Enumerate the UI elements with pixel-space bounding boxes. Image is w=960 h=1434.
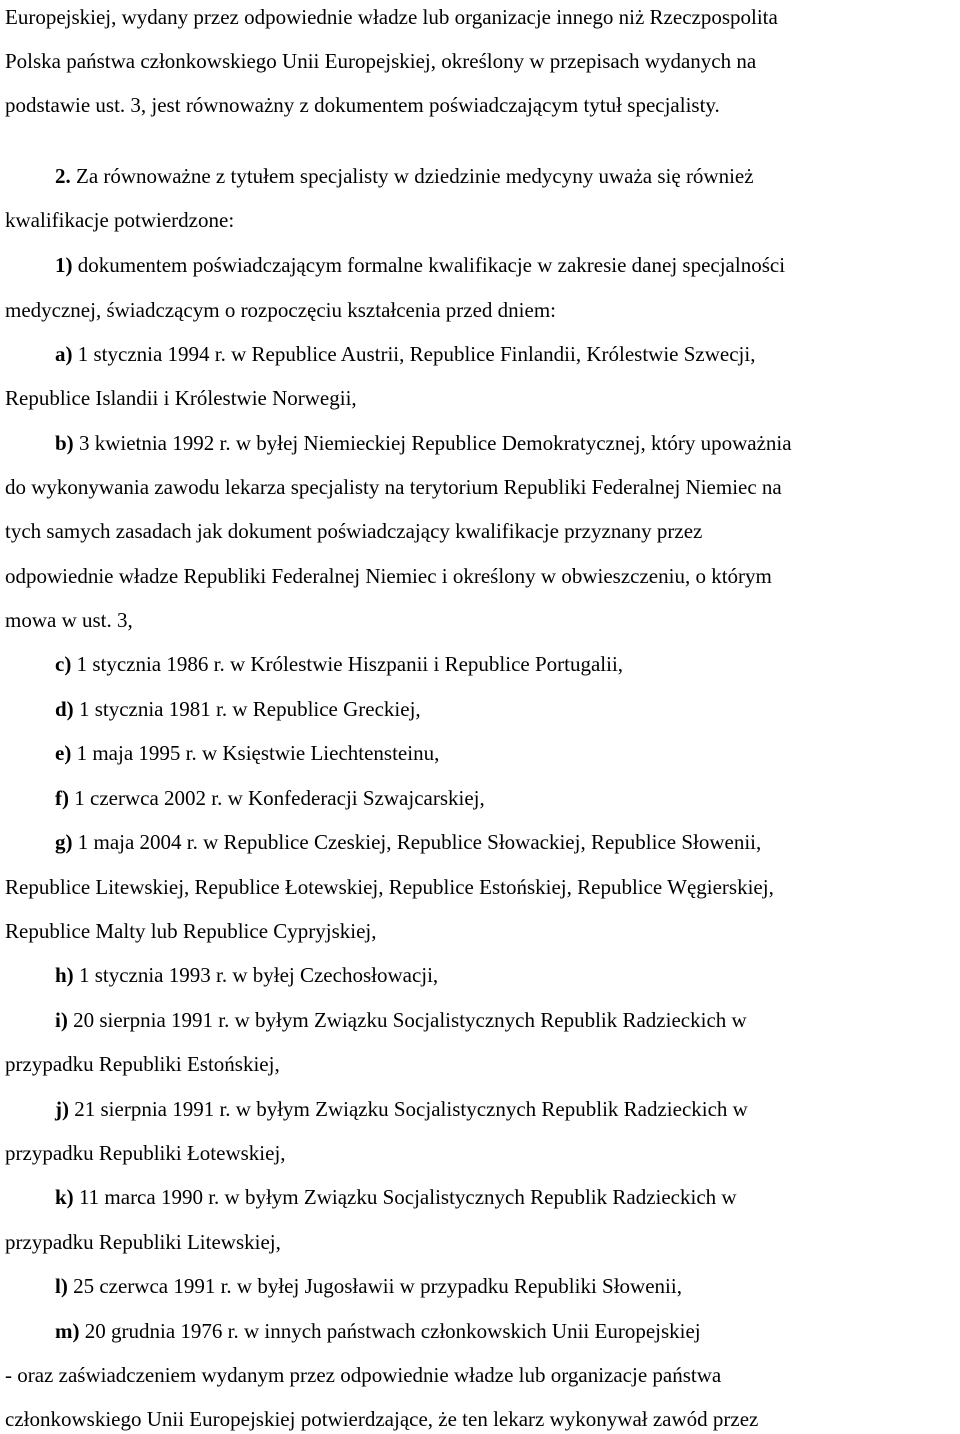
text-line: Republice Malty lub Republice Cypryjskiej, [5,919,377,943]
item-f-line [55,785,485,811]
line-text: dokumentem poświadczającym formalne kwalifikacje w zakresie danej specjalności [72,253,786,277]
text-line: do wykonywania zawodu lekarza specjalisty na terytorium Republiki Federalnej Niemiec na [5,475,782,499]
item-label: i) [55,1008,68,1032]
text-line: mowa w ust. 3, [5,608,133,632]
item-c-line [55,651,623,677]
text-line: Republice Islandii i Królestwie Norwegii, [5,386,357,410]
item-j-line [55,1096,748,1122]
item-label: c) [55,652,72,676]
item-i-line [55,1007,747,1033]
item-label: k) [55,1185,74,1209]
item-e-line [55,740,439,766]
item-a-line [55,341,755,367]
line-text: 1 maja 1995 r. w Księstwie Liechtensteinu, [71,741,440,765]
text-line: kwalifikacje potwierdzone: [5,208,235,232]
text-line: odpowiednie władze Republiki Federalnej Niemiec i określony w obwieszczeniu, o którym [5,564,772,588]
line-text: 11 marca 1990 r. w byłym Związku Socjalistycznych Republik Radzieckich w [73,1185,737,1209]
item-label: g) [55,830,73,854]
item-label: f) [55,786,69,810]
line-text: 3 kwietnia 1992 r. w byłej Niemieckiej Republice Demokratycznej, który upoważnia [73,431,792,455]
item-label: h) [55,963,74,987]
text-line: Polska państwa członkowskiego Unii Europejskiej, określony w przepisach wydanych na [5,49,757,73]
line-text: 21 sierpnia 1991 r. w byłym Związku Socjalistycznych Republik Radzieckich w [69,1097,748,1121]
text-line: przypadku Republiki Estońskiej, [5,1052,280,1076]
text-line: Europejskiej, wydany przez odpowiednie władze lub organizacje innego niż Rzeczpospolita [5,5,778,29]
item-label: m) [55,1319,80,1343]
item-label: d) [55,697,74,721]
line-text: 1 stycznia 1993 r. w byłej Czechosłowacji, [73,963,439,987]
line-text: 1 czerwca 2002 r. w Konfederacji Szwajcarskiej, [69,786,485,810]
item-label: e) [55,741,72,765]
point-label: 1) [55,253,73,277]
line-text: 20 grudnia 1976 r. w innych państwach członkowskich Unii Europejskiej [79,1319,701,1343]
line-text: 25 czerwca 1991 r. w byłej Jugosławii w przypadku Republiki Słowenii, [67,1274,682,1298]
paragraph-2-line [55,163,754,189]
item-g-line [55,829,761,855]
line-text: 1 stycznia 1994 r. w Republice Austrii, Republice Finlandii, Królestwie Szwecji, [72,342,756,366]
item-label: a) [55,342,73,366]
item-label: l) [55,1274,68,1298]
line-text: Za równoważne z tytułem specjalisty w dziedzinie medycyny uważa się również [70,164,754,188]
point-1-line [55,252,785,278]
text-line: tych samych zasadach jak dokument poświadczający kwalifikacje przyznany przez [5,519,703,543]
text-line: przypadku Republiki Łotewskiej, [5,1141,286,1165]
line-text: 20 sierpnia 1991 r. w byłym Związku Socjalistycznych Republik Radzieckich w [67,1008,747,1032]
line-text: 1 maja 2004 r. w Republice Czeskiej, Republice Słowackiej, Republice Słowenii, [72,830,762,854]
line-text: 1 stycznia 1981 r. w Republice Greckiej, [73,697,421,721]
item-label: b) [55,431,74,455]
text-line: przypadku Republiki Litewskiej, [5,1230,281,1254]
item-h-line [55,962,438,988]
item-b-line [55,430,792,456]
item-l-line [55,1273,682,1299]
text-line: Republice Litewskiej, Republice Łotewskiej, Republice Estońskiej, Republice Węgierskiej, [5,875,774,899]
text-line: podstawie ust. 3, jest równoważny z dokumentem poświadczającym tytuł specjalisty. [5,93,720,117]
text-line: członkowskiego Unii Europejskiej potwierdzające, że ten lekarz wykonywał zawód przez [5,1407,759,1431]
item-d-line [55,696,421,722]
item-k-line [55,1184,737,1210]
text-line: medycznej, świadczącym o rozpoczęciu kształcenia przed dniem: [5,298,556,322]
item-m-line [55,1318,701,1344]
paragraph-number: 2. [55,164,71,188]
text-line: - oraz zaświadczeniem wydanym przez odpowiednie władze lub organizacje państwa [5,1363,722,1387]
item-label: j) [55,1097,69,1121]
line-text: 1 stycznia 1986 r. w Królestwie Hiszpanii i Republice Portugalii, [71,652,624,676]
